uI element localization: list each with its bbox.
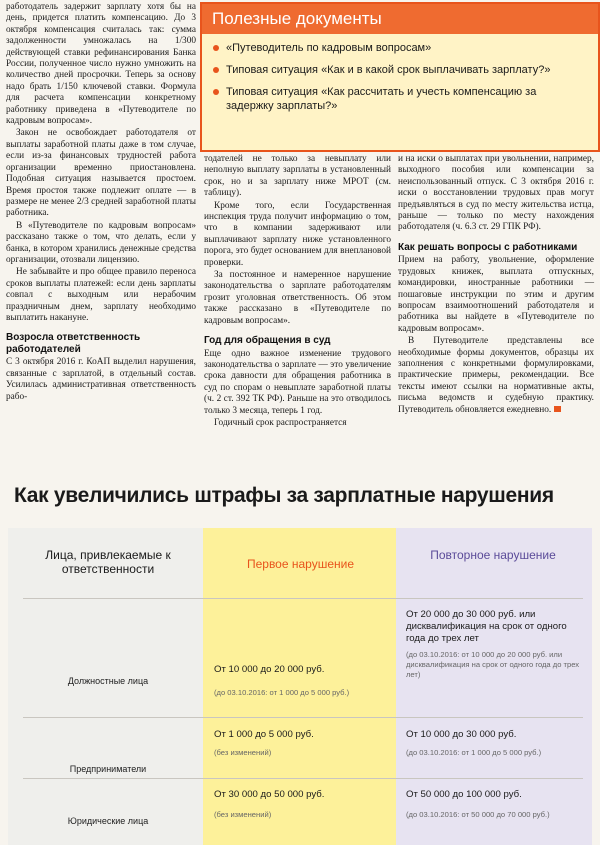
first-fine-legal-entities: От 30 000 до 50 000 руб.: [214, 789, 325, 800]
fines-section: [0, 470, 600, 845]
section-heading: Как решать вопросы с работниками: [398, 241, 578, 253]
section-heading: Возросла ответственность работодателей: [6, 332, 141, 355]
repeat-fine-officials: От 20 000 до 30 000 руб. или дисквалификация на срок от одного года до трех лет: [406, 609, 567, 644]
header-subject: Лица, привлекаемые к ответственности: [45, 548, 171, 576]
repeat-fine-entrepreneurs: От 10 000 до 30 000 руб.: [406, 729, 517, 740]
article-column-1: [6, 2, 196, 404]
repeat-fine-note-officials: (до 03.10.2016: от 10 000 до 20 000 руб. или дисквалификация на срок от одного года до трех лет): [406, 650, 580, 679]
paragraph: Прием на работу, увольнение, оформление трудовых книжек, выплата отпускных, командировки, иностранные работники — пошаговые инструкции по этим и другим вопросам взаимоотношений работодателя и работника вы найдете в «Путеводителе по кадровым вопросам».: [398, 255, 594, 334]
paragraph: Не забывайте и про общее правило переноса сроков выплаты платежей: если день зарплаты совпал с выходным или нерабочим праздничным днем, зарплату необходимо выплатить накануне.: [6, 267, 196, 323]
paragraph: Еще одно важное изменение трудового законодательства о зарплате — это увеличение срока давности для обращения работника в суд по спорам о невыплате заработной платы (ч. 2 ст. 392 ТК РФ). Раньше на это отводилось только 3 месяца, теперь 1 год.: [204, 348, 391, 416]
paragraph: тодателей не только за невыплату или неполную выплату зарплаты в установленный срок, но и за зарплату ниже МРОТ (см. таблицу).: [204, 154, 391, 199]
document-link-kompensaciya[interactable]: Типовая ситуация «Как рассчитать и учесть компенсацию за задержку зарплаты?»: [226, 85, 586, 113]
fines-table: [8, 528, 592, 845]
first-fine-note-entrepreneurs: (без изменений): [214, 748, 272, 757]
paragraph: За постоянное и намеренное нарушение законодательства о зарплате работодателям грозит уголовная ответственность. Об этом также рассказано в «Путеводителе по кадровым вопросам».: [204, 270, 391, 326]
row-divider: [23, 717, 583, 718]
article-column-2: [204, 154, 391, 430]
end-mark-icon: [554, 406, 561, 412]
useful-documents-list: [202, 34, 598, 113]
paragraph: Кроме того, если Государственная инспекция труда получит информацию о том, что в компании задерживают или выплачивают зарплату ниже установленного порога, это будет основанием для внеплановой проверки.: [204, 200, 391, 268]
useful-documents-title: Полезные документы: [202, 4, 598, 34]
first-fine-note-legal-entities: (без изменений): [214, 810, 272, 819]
useful-documents-box: [200, 2, 600, 152]
header-repeat-violation: Повторное нарушение: [430, 548, 556, 562]
paragraph: и на иски о выплатах при увольнении, например, выходного пособия или компенсации за неиспользованный отпуск. С 3 октября 2016 г. иски о восстановлении трудовых прав могут предъявляться в суд по месту жительства истца, раньше — только по месту нахождения работодателя (ч. 6.3 ст. 29 ГПК РФ).: [398, 154, 594, 233]
first-fine-note-officials: (до 03.10.2016: от 1 000 до 5 000 руб.): [214, 688, 350, 697]
paragraph-text: В Путеводителе представлены все необходимые формы документов, образцы их заполнения с конкретными формулировками, практические примеры, рекомендации. Все тексты имеют ссылки на нормативные акты, письма ведомств и судебную практику. Путеводитель обновляется ежедневно.: [398, 336, 594, 415]
paragraph: Закон не освобождает работодателя от выплаты заработной платы даже в том случае, если из-за финансовых трудностей работа организации временно приостановлена. Подобная ситуация называется простоем. Время простоя также подлежит оплате — в размере не менее 2/3 средней заработной платы работника.: [6, 128, 196, 219]
section-heading: Год для обращения в суд: [204, 335, 331, 347]
row-subject-legal-entities: Юридические лица: [67, 816, 149, 826]
article-column-3: [398, 154, 594, 417]
paragraph: [398, 336, 594, 416]
repeat-fine-note-entrepreneurs: (до 03.10.2016: от 1 000 до 5 000 руб.): [406, 748, 542, 757]
row-subject-officials: Должностные лица: [67, 676, 149, 686]
row-subject-entrepreneurs: Предприниматели: [69, 764, 147, 774]
paragraph: работодатель задержит зарплату хотя бы на день, придется платить компенсацию. До 3 октября компенсация считалась так: сумма задолженности умножалась на 1/300 действующей ставки рефинансирования Банка России, полученное число нужно умножить на количество дней просрочки. Теперь за основу надо брать 1/150 ключевой ставки. Формула для расчета компенсации конкретному работнику приведена в «Путеводителе по кадровым вопросам».: [6, 2, 196, 127]
paragraph: С 3 октября 2016 г. КоАП выделил нарушения, связанные с зарплатой, в отдельный состав. Усилилась административная ответственность рабо-: [6, 357, 196, 402]
document-link-srok-zarplaty[interactable]: Типовая ситуация «Как и в какой срок выплачивать зарплату?»: [226, 63, 586, 77]
repeat-fine-legal-entities: От 50 000 до 100 000 руб.: [406, 789, 522, 800]
fines-title: Как увеличились штрафы за зарплатные нарушения: [14, 484, 554, 507]
first-fine-entrepreneurs: От 1 000 до 5 000 руб.: [214, 729, 314, 740]
paragraph: Годичный срок распространяется: [214, 418, 347, 429]
paragraph: В «Путеводителе по кадровым вопросам» рассказано также о том, что делать, если у банка, в котором хранились денежные средства организации, отозвали лицензию.: [6, 220, 196, 265]
row-divider: [23, 778, 583, 779]
repeat-fine-note-legal-entities: (до 03.10.2016: от 50 000 до 70 000 руб.): [406, 810, 550, 819]
row-divider: [23, 598, 583, 599]
document-link-kadrovye-voprosy[interactable]: «Путеводитель по кадровым вопросам»: [226, 41, 586, 55]
first-fine-officials: От 10 000 до 20 000 руб.: [214, 664, 325, 675]
header-first-violation: Первое нарушение: [246, 557, 355, 571]
